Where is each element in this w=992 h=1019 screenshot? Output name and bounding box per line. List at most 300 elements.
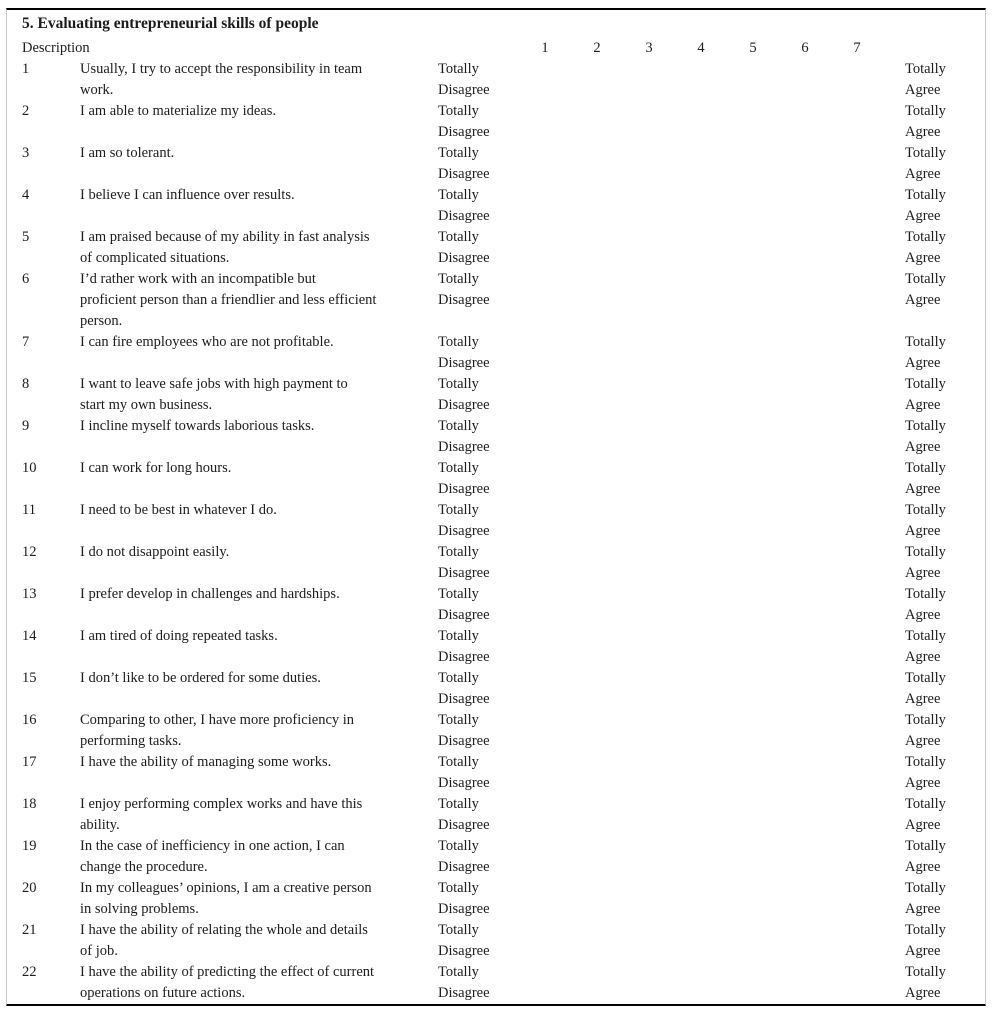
text-line: Totally [905, 376, 946, 392]
text-line: Agree [905, 733, 941, 749]
text-line: Disagree [438, 649, 490, 665]
text-line: I need to be best in whatever I do. [80, 502, 277, 518]
text-line: person. [80, 313, 123, 329]
text-line: Disagree [438, 250, 490, 266]
text-line: Totally [905, 145, 946, 161]
scale-cell-3 [623, 836, 675, 878]
anchor-totally-disagree [438, 185, 519, 227]
text-line: I enjoy performing complex works and have this [80, 796, 363, 812]
scale-cell-1 [519, 227, 571, 269]
item-description [80, 626, 438, 668]
table-row [7, 836, 985, 878]
anchor-totally-disagree [438, 584, 519, 626]
scale-cell-2 [571, 878, 623, 920]
anchor-totally-disagree [438, 710, 519, 752]
scale-cell-1 [519, 269, 571, 332]
scale-cell-4 [675, 626, 727, 668]
table-row [7, 668, 985, 710]
item-description [80, 143, 438, 185]
text-line: Totally [438, 754, 479, 770]
anchor-totally-agree [883, 794, 985, 836]
text-line: Disagree [438, 691, 490, 707]
scale-cell-7 [831, 227, 883, 269]
anchor-totally-agree [883, 584, 985, 626]
scale-cell-3 [623, 374, 675, 416]
table-row [7, 584, 985, 626]
anchor-totally-agree [883, 416, 985, 458]
text-line: Agree [905, 649, 941, 665]
text-line: Totally [905, 103, 946, 119]
scale-cell-4 [675, 500, 727, 542]
scale-cell-7 [831, 542, 883, 584]
text-line: Totally [905, 187, 946, 203]
scale-cell-1 [519, 143, 571, 185]
scale-cell-3 [623, 584, 675, 626]
text-line: I am tired of doing repeated tasks. [80, 628, 278, 644]
item-number: 10 [22, 460, 37, 476]
item-description [80, 542, 438, 584]
text-line: Agree [905, 82, 941, 98]
text-line: Totally [438, 502, 479, 518]
scale-cell-6 [779, 962, 831, 1004]
text-line: Totally [438, 187, 479, 203]
text-line: Agree [905, 985, 941, 1001]
scale-cell-7 [831, 878, 883, 920]
scale-cell-4 [675, 59, 727, 101]
text-line: Agree [905, 943, 941, 959]
text-line: I want to leave safe jobs with high payment to [80, 376, 348, 392]
scale-cell-4 [675, 668, 727, 710]
anchor-totally-agree [883, 59, 985, 101]
text-line: Totally [438, 922, 479, 938]
anchor-totally-agree [883, 374, 985, 416]
item-number: 9 [22, 418, 30, 434]
scale-cell-5 [727, 185, 779, 227]
anchor-totally-agree [883, 101, 985, 143]
text-line: start my own business. [80, 397, 213, 413]
text-line: I’d rather work with an incompatible but [80, 271, 316, 287]
scale-cell-3 [623, 542, 675, 584]
scale-header-6: 6 [801, 40, 809, 56]
scale-cell-1 [519, 374, 571, 416]
description-column-header: Description [22, 40, 90, 56]
anchor-totally-disagree [438, 101, 519, 143]
text-line: Usually, I try to accept the responsibility in team [80, 61, 363, 77]
scale-cell-2 [571, 626, 623, 668]
text-line: Agree [905, 439, 941, 455]
scale-cell-6 [779, 500, 831, 542]
scale-cell-5 [727, 542, 779, 584]
scale-cell-5 [727, 143, 779, 185]
anchor-totally-disagree [438, 227, 519, 269]
text-line: Agree [905, 817, 941, 833]
text-line: I am able to materialize my ideas. [80, 103, 277, 119]
item-rows-container [7, 59, 985, 1004]
item-description [80, 962, 438, 1004]
scale-cell-3 [623, 269, 675, 332]
scale-cell-5 [727, 227, 779, 269]
text-line: change the procedure. [80, 859, 208, 875]
scale-cell-4 [675, 752, 727, 794]
anchor-totally-disagree [438, 416, 519, 458]
scale-cell-1 [519, 185, 571, 227]
scale-cell-1 [519, 542, 571, 584]
item-description [80, 374, 438, 416]
scale-cell-6 [779, 836, 831, 878]
text-line: Totally [905, 754, 946, 770]
text-line: Totally [905, 964, 946, 980]
scale-cell-1 [519, 752, 571, 794]
text-line: Totally [438, 670, 479, 686]
scale-cell-6 [779, 668, 831, 710]
text-line: I can fire employees who are not profitable. [80, 334, 334, 350]
scale-cell-4 [675, 332, 727, 374]
item-description [80, 878, 438, 920]
scale-cell-1 [519, 878, 571, 920]
item-description [80, 668, 438, 710]
scale-cell-5 [727, 374, 779, 416]
text-line: Agree [905, 355, 941, 371]
text-line: Disagree [438, 565, 490, 581]
scale-cell-6 [779, 794, 831, 836]
scale-cell-7 [831, 143, 883, 185]
text-line: Totally [905, 838, 946, 854]
scale-cell-5 [727, 269, 779, 332]
text-line: Agree [905, 481, 941, 497]
scale-cell-6 [779, 710, 831, 752]
scale-cell-6 [779, 332, 831, 374]
scale-header-7: 7 [853, 40, 861, 56]
table-row [7, 920, 985, 962]
table-row [7, 101, 985, 143]
text-line: Disagree [438, 901, 490, 917]
scale-cell-5 [727, 668, 779, 710]
text-line: Agree [905, 775, 941, 791]
item-description [80, 500, 438, 542]
item-description [80, 416, 438, 458]
anchor-totally-disagree [438, 920, 519, 962]
item-number: 6 [22, 271, 30, 287]
scale-cell-2 [571, 458, 623, 500]
scale-cell-6 [779, 878, 831, 920]
anchor-totally-agree [883, 668, 985, 710]
scale-cell-3 [623, 668, 675, 710]
scale-cell-7 [831, 374, 883, 416]
text-line: Totally [438, 61, 479, 77]
scale-cell-2 [571, 143, 623, 185]
text-line: Totally [438, 229, 479, 245]
scale-cell-7 [831, 185, 883, 227]
scale-cell-1 [519, 416, 571, 458]
text-line: Disagree [438, 859, 490, 875]
anchor-totally-agree [883, 962, 985, 1004]
scale-cell-3 [623, 101, 675, 143]
text-line: Totally [438, 628, 479, 644]
text-line: Totally [905, 586, 946, 602]
text-line: Disagree [438, 943, 490, 959]
scale-cell-4 [675, 794, 727, 836]
item-description [80, 710, 438, 752]
scale-cell-2 [571, 101, 623, 143]
anchor-totally-agree [883, 836, 985, 878]
anchor-totally-agree [883, 710, 985, 752]
text-line: Agree [905, 124, 941, 140]
item-number: 17 [22, 754, 37, 770]
item-description [80, 836, 438, 878]
scale-cell-5 [727, 920, 779, 962]
scale-cell-1 [519, 584, 571, 626]
text-line: Totally [438, 964, 479, 980]
scale-cell-7 [831, 101, 883, 143]
scale-cell-6 [779, 59, 831, 101]
scale-cell-2 [571, 584, 623, 626]
scale-cell-4 [675, 416, 727, 458]
item-number: 2 [22, 103, 30, 119]
item-description [80, 920, 438, 962]
anchor-totally-disagree [438, 542, 519, 584]
item-number: 16 [22, 712, 37, 728]
scale-cell-4 [675, 458, 727, 500]
item-number: 20 [22, 880, 37, 896]
anchor-totally-agree [883, 227, 985, 269]
text-line: Disagree [438, 292, 490, 308]
scale-cell-7 [831, 269, 883, 332]
scale-cell-3 [623, 500, 675, 542]
table-row [7, 500, 985, 542]
table-row [7, 878, 985, 920]
item-number: 14 [22, 628, 37, 644]
text-line: Disagree [438, 523, 490, 539]
table-row [7, 542, 985, 584]
scale-cell-4 [675, 227, 727, 269]
anchor-totally-agree [883, 185, 985, 227]
text-line: Disagree [438, 166, 490, 182]
scale-cell-1 [519, 458, 571, 500]
text-line: in solving problems. [80, 901, 199, 917]
scale-cell-5 [727, 416, 779, 458]
scale-cell-6 [779, 374, 831, 416]
item-number: 3 [22, 145, 30, 161]
table-row [7, 227, 985, 269]
item-number: 12 [22, 544, 37, 560]
text-line: Totally [905, 460, 946, 476]
anchor-totally-disagree [438, 668, 519, 710]
item-number: 8 [22, 376, 30, 392]
scale-header-3: 3 [645, 40, 653, 56]
scale-cell-6 [779, 752, 831, 794]
scale-cell-4 [675, 584, 727, 626]
scale-header-5: 5 [749, 40, 757, 56]
anchor-totally-agree [883, 269, 985, 332]
text-line: Disagree [438, 607, 490, 623]
scale-cell-7 [831, 458, 883, 500]
text-line: Agree [905, 523, 941, 539]
text-line: I incline myself towards laborious tasks. [80, 418, 315, 434]
scale-cell-3 [623, 710, 675, 752]
text-line: Disagree [438, 124, 490, 140]
table-row [7, 185, 985, 227]
item-number: 15 [22, 670, 37, 686]
anchor-totally-disagree [438, 269, 519, 332]
anchor-totally-disagree [438, 59, 519, 101]
text-line: I believe I can influence over results. [80, 187, 295, 203]
scale-cell-6 [779, 227, 831, 269]
scale-cell-7 [831, 626, 883, 668]
anchor-totally-agree [883, 626, 985, 668]
scale-cell-2 [571, 836, 623, 878]
text-line: I do not disappoint easily. [80, 544, 230, 560]
scale-cell-2 [571, 794, 623, 836]
text-line: work. [80, 82, 114, 98]
scale-header-1: 1 [541, 40, 549, 56]
text-line: Disagree [438, 208, 490, 224]
scale-cell-2 [571, 500, 623, 542]
scale-cell-4 [675, 269, 727, 332]
text-line: Totally [905, 271, 946, 287]
scale-cell-5 [727, 626, 779, 668]
table-row [7, 59, 985, 101]
item-description [80, 59, 438, 101]
anchor-totally-disagree [438, 626, 519, 668]
text-line: of job. [80, 943, 118, 959]
text-line: Agree [905, 859, 941, 875]
scale-cell-5 [727, 710, 779, 752]
text-line: Agree [905, 166, 941, 182]
anchor-totally-agree [883, 143, 985, 185]
text-line: Disagree [438, 775, 490, 791]
scale-cell-2 [571, 227, 623, 269]
text-line: I am so tolerant. [80, 145, 175, 161]
anchor-totally-disagree [438, 752, 519, 794]
scale-cell-2 [571, 962, 623, 1004]
text-line: Totally [438, 145, 479, 161]
scale-cell-3 [623, 59, 675, 101]
scale-cell-3 [623, 962, 675, 1004]
scale-cell-1 [519, 626, 571, 668]
text-line: Disagree [438, 733, 490, 749]
text-line: Disagree [438, 397, 490, 413]
table-row [7, 794, 985, 836]
table-row [7, 269, 985, 332]
scale-cell-2 [571, 416, 623, 458]
table-row [7, 332, 985, 374]
scale-cell-5 [727, 962, 779, 1004]
scale-cell-7 [831, 584, 883, 626]
scale-cell-4 [675, 143, 727, 185]
scale-cell-1 [519, 920, 571, 962]
item-description [80, 332, 438, 374]
scale-cell-1 [519, 332, 571, 374]
scale-cell-1 [519, 962, 571, 1004]
scale-cell-7 [831, 920, 883, 962]
scale-cell-3 [623, 416, 675, 458]
anchor-totally-disagree [438, 458, 519, 500]
text-line: I don’t like to be ordered for some duties. [80, 670, 321, 686]
item-number: 4 [22, 187, 30, 203]
text-line: of complicated situations. [80, 250, 230, 266]
scale-cell-5 [727, 500, 779, 542]
text-line: Totally [905, 544, 946, 560]
item-description [80, 794, 438, 836]
scale-cell-4 [675, 542, 727, 584]
scale-cell-7 [831, 59, 883, 101]
scale-cell-5 [727, 752, 779, 794]
text-line: Totally [905, 670, 946, 686]
scale-cell-4 [675, 101, 727, 143]
anchor-totally-disagree [438, 962, 519, 1004]
scale-cell-2 [571, 752, 623, 794]
text-line: Totally [438, 460, 479, 476]
text-line: Comparing to other, I have more proficiency in [80, 712, 355, 728]
scale-cell-6 [779, 920, 831, 962]
scale-cell-5 [727, 458, 779, 500]
anchor-totally-disagree [438, 836, 519, 878]
scale-cell-6 [779, 101, 831, 143]
scale-cell-7 [831, 962, 883, 1004]
scale-cell-5 [727, 59, 779, 101]
scale-cell-2 [571, 374, 623, 416]
item-number: 13 [22, 586, 37, 602]
text-line: I have the ability of relating the whole and details [80, 922, 368, 938]
scale-cell-1 [519, 500, 571, 542]
scale-cell-1 [519, 794, 571, 836]
text-line: Totally [438, 712, 479, 728]
scale-cell-7 [831, 710, 883, 752]
item-description [80, 584, 438, 626]
questionnaire-table [6, 8, 986, 1006]
scale-cell-5 [727, 794, 779, 836]
item-number: 21 [22, 922, 37, 938]
scale-cell-7 [831, 416, 883, 458]
text-line: Totally [438, 271, 479, 287]
text-line: Totally [438, 586, 479, 602]
text-line: operations on future actions. [80, 985, 246, 1001]
text-line: In the case of inefficiency in one action, I can [80, 838, 345, 854]
scale-cell-5 [727, 584, 779, 626]
item-description [80, 458, 438, 500]
scale-header-4: 4 [697, 40, 705, 56]
text-line: Totally [905, 502, 946, 518]
scale-cell-6 [779, 416, 831, 458]
text-line: Agree [905, 565, 941, 581]
scale-cell-2 [571, 332, 623, 374]
text-line: Totally [438, 103, 479, 119]
table-header-row [7, 38, 985, 59]
scale-cell-4 [675, 374, 727, 416]
scale-cell-2 [571, 185, 623, 227]
scale-cell-5 [727, 836, 779, 878]
text-line: I can work for long hours. [80, 460, 232, 476]
scale-cell-2 [571, 710, 623, 752]
scale-cell-5 [727, 101, 779, 143]
scale-cell-4 [675, 710, 727, 752]
scale-cell-5 [727, 878, 779, 920]
text-line: Agree [905, 250, 941, 266]
scale-cell-6 [779, 584, 831, 626]
scale-cell-1 [519, 710, 571, 752]
item-number: 18 [22, 796, 37, 812]
text-line: I have the ability of predicting the effect of current [80, 964, 375, 980]
scale-cell-5 [727, 332, 779, 374]
table-row [7, 710, 985, 752]
anchor-totally-disagree [438, 500, 519, 542]
table-row [7, 626, 985, 668]
text-line: Totally [438, 376, 479, 392]
text-line: Totally [905, 334, 946, 350]
scale-cell-3 [623, 626, 675, 668]
scale-cell-3 [623, 794, 675, 836]
scale-cell-3 [623, 185, 675, 227]
